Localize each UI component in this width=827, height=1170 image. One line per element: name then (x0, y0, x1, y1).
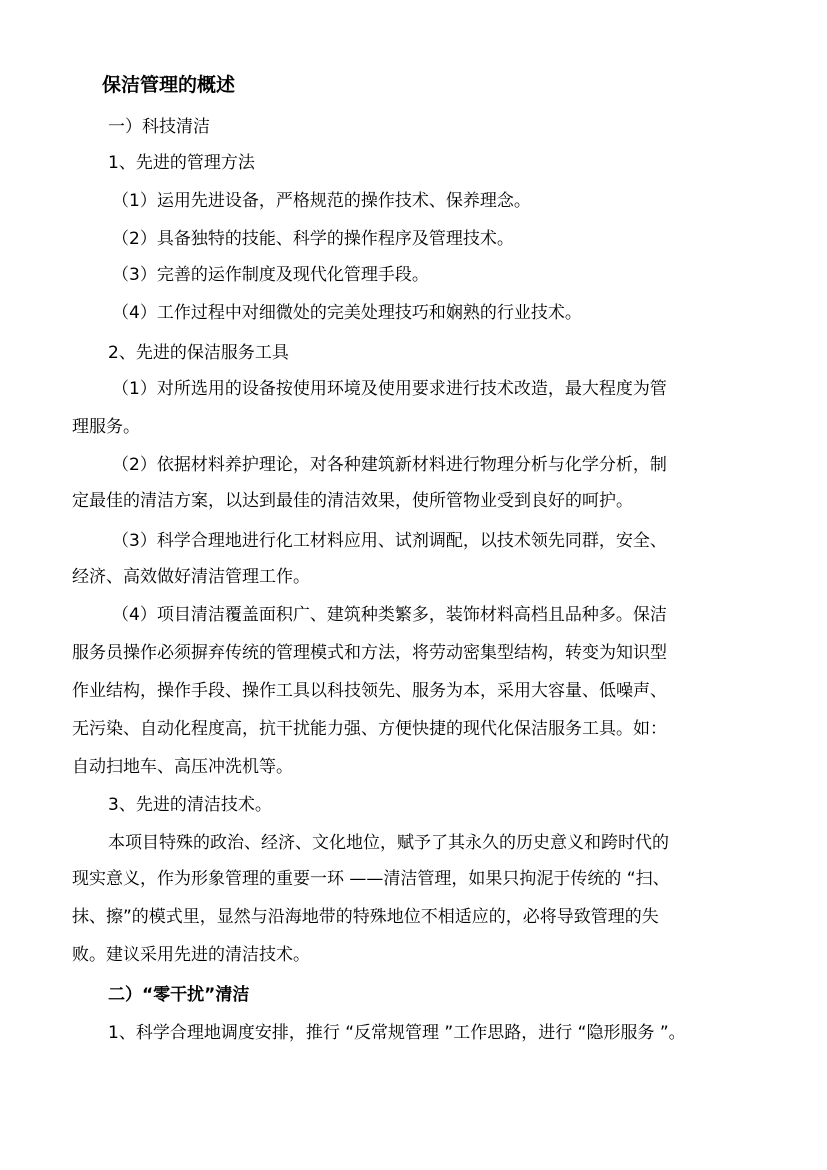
paragraph-line: （3）科学合理地进行化工材料应用、试剂调配，以技术领先同群，安全、 (112, 531, 667, 551)
document-title: 保洁管理的概述 (102, 74, 236, 96)
section-heading: 一）科技清洁 (108, 117, 210, 137)
list-item: （4）工作过程中对细微处的完美处理技巧和娴熟的行业技术。 (112, 303, 582, 323)
paragraph-line: 经济、高效做好清洁管理工作。 (72, 567, 310, 587)
paragraph-line: 自动扫地车、高压冲洗机等。 (72, 757, 293, 777)
paragraph-line: 败。建议采用先进的清洁技术。 (72, 945, 310, 965)
subsection-heading: 1、先进的管理方法 (108, 153, 255, 173)
paragraph-line: 作业结构，操作手段、操作工具以科技领先、服务为本，采用大容量、低噪声、 (72, 681, 667, 701)
paragraph-line: 本项目特殊的政治、经济、文化地位，赋予了其永久的历史意义和跨时代的 (108, 833, 669, 853)
paragraph-line: 抹、擦”的模式里，显然与沿海地带的特殊地位不相适应的，必将导致管理的失 (72, 907, 659, 927)
paragraph-line: 现实意义，作为形象管理的重要一环 ——清洁管理，如果只拘泥于传统的 “扫、 (72, 869, 670, 889)
paragraph-line: 定最佳的清洁方案，以达到最佳的清洁效果，使所管物业受到良好的呵护。 (72, 491, 633, 511)
paragraph-line: （2）依据材料养护理论，对各种建筑新材料进行物理分析与化学分析，制 (112, 455, 667, 475)
paragraph-line: （1）对所选用的设备按使用环境及使用要求进行技术改造，最大程度为管 (112, 379, 667, 399)
list-item: （3）完善的运作制度及现代化管理手段。 (112, 265, 429, 285)
paragraph-line: （4）项目清洁覆盖面积广、建筑种类繁多，装饰材料高档且品种多。保洁 (112, 605, 667, 625)
paragraph-line: 服务员操作必须摒弃传统的管理模式和方法，将劳动密集型结构，转变为知识型 (72, 643, 667, 663)
paragraph-line: 无污染、自动化程度高，抗干扰能力强、方便快捷的现代化保洁服务工具。如： (72, 719, 667, 739)
subsection-heading: 2、先进的保洁服务工具 (108, 343, 289, 363)
paragraph-line: 理服务。 (72, 417, 140, 437)
list-item: （1）运用先进设备，严格规范的操作技术、保养理念。 (112, 191, 531, 211)
list-item: （2）具备独特的技能、科学的操作程序及管理技术。 (112, 229, 514, 249)
paragraph-line: 1、科学合理地调度安排，推行 “反常规管理 ”工作思路，进行 “隐形服务 ”。 (108, 1023, 686, 1043)
section-heading: 二）“零干扰”清洁 (108, 985, 250, 1005)
subsection-heading: 3、先进的清洁技术。 (108, 795, 272, 815)
